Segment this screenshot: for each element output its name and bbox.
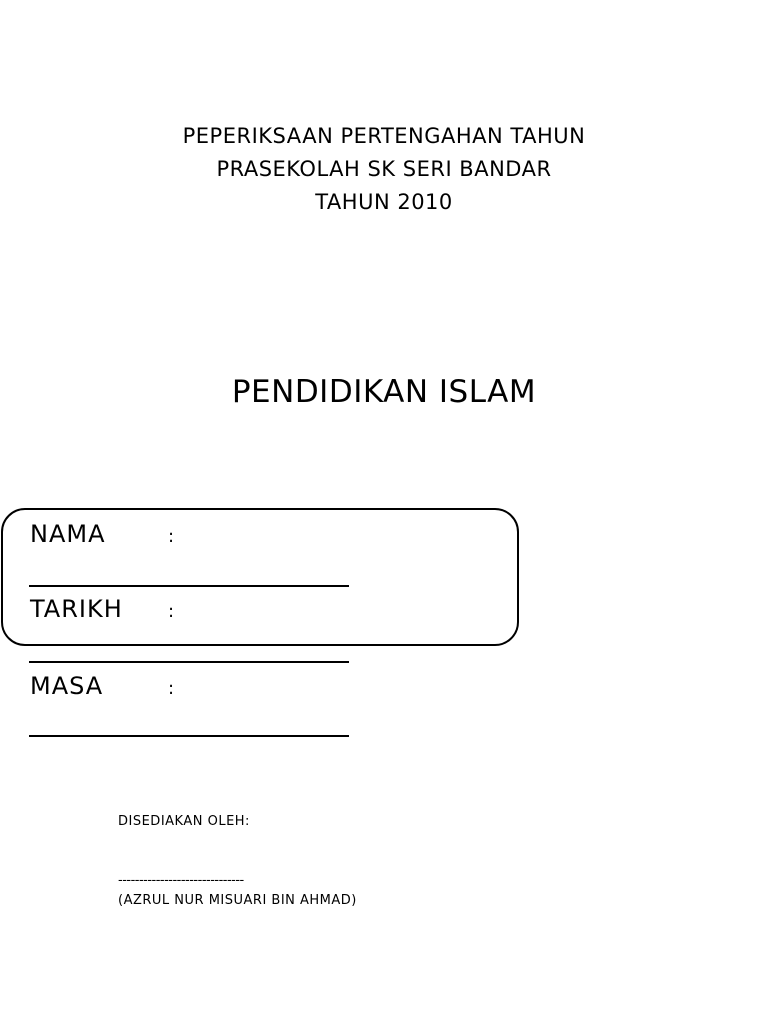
nama-underline xyxy=(29,585,349,587)
exam-title-line-1: PEPERIKSAAN PERTENGAHAN TAHUN xyxy=(182,124,586,148)
masa-underline xyxy=(29,735,349,737)
masa-label: MASA xyxy=(30,672,104,700)
prepared-by-label: DISEDIAKAN OLEH: xyxy=(118,814,250,829)
nama-colon: : xyxy=(168,526,175,547)
nama-label: NAMA xyxy=(30,520,106,548)
subject-title: PENDIDIKAN ISLAM xyxy=(231,374,537,410)
preparer-name: (AZRUL NUR MISUARI BIN AHMAD) xyxy=(118,893,357,908)
tarikh-label: TARIKH xyxy=(30,595,123,623)
exam-year: TAHUN 2010 xyxy=(315,190,453,214)
exam-title-line-2: PRASEKOLAH SK SERI BANDAR xyxy=(216,157,552,181)
masa-colon: : xyxy=(168,678,175,699)
signature-line: ------------------------------ xyxy=(118,873,244,888)
tarikh-colon: : xyxy=(168,601,175,622)
tarikh-underline xyxy=(29,661,349,663)
